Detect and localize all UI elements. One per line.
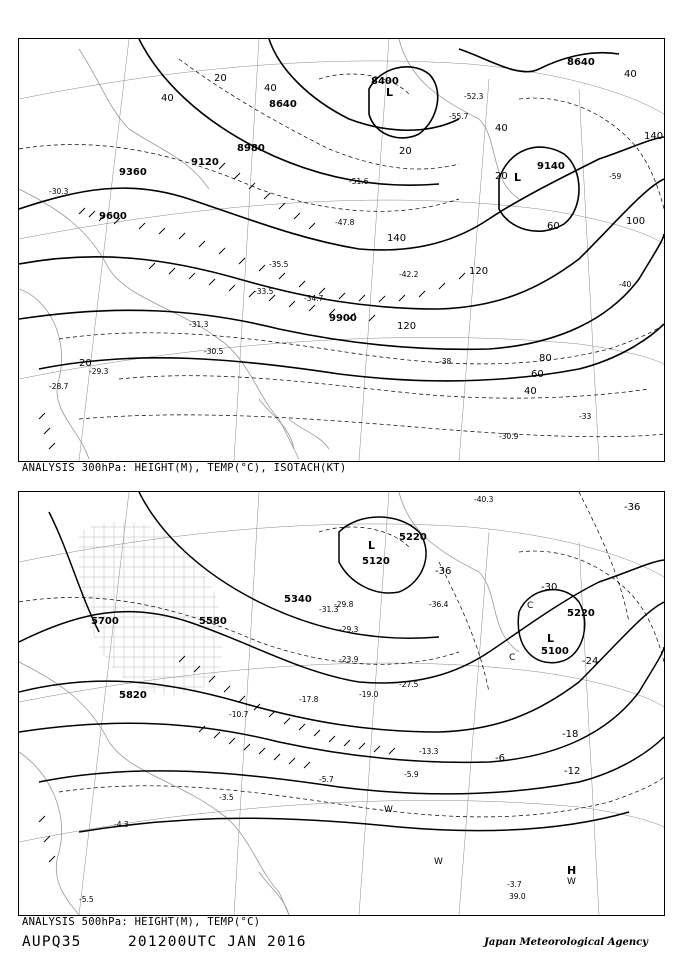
height-label: 9360 bbox=[119, 167, 147, 178]
low-center-label: L bbox=[514, 171, 522, 184]
high-center-label: H bbox=[567, 864, 577, 877]
height-label: 8400 bbox=[371, 76, 399, 87]
temp-label: -55.7 bbox=[449, 112, 469, 121]
temp-label: -5.5 bbox=[79, 895, 94, 904]
temp-labels-300 bbox=[49, 92, 631, 441]
isotherm-label: -6 bbox=[495, 753, 505, 764]
temp-label: -3.5 bbox=[219, 793, 234, 802]
height-label: 8640 bbox=[567, 57, 595, 68]
temp-label: -59 bbox=[609, 172, 622, 181]
isotherm-label: -36 bbox=[624, 502, 641, 513]
height-label: 5580 bbox=[199, 616, 227, 627]
isotach-label: 40 bbox=[495, 123, 508, 134]
temp-label: -17.8 bbox=[299, 695, 319, 704]
isotach-label: 140 bbox=[387, 233, 407, 244]
temp-label: -29.8 bbox=[334, 600, 354, 609]
height-contours-300 bbox=[19, 39, 664, 381]
isotach-label: 60 bbox=[531, 369, 544, 380]
isotach-label: 40 bbox=[624, 69, 637, 80]
height-label: 5120 bbox=[362, 556, 390, 567]
temp-label: -27.5 bbox=[399, 680, 419, 689]
isotach-label: 100 bbox=[626, 216, 646, 227]
isotach-label: 20 bbox=[79, 358, 92, 369]
isotherm-label: -36 bbox=[435, 566, 452, 577]
temp-label: -36.4 bbox=[429, 600, 449, 609]
isotherm-labels-500 bbox=[435, 502, 640, 777]
height-label: 5220 bbox=[399, 532, 427, 543]
height-label: 5100 bbox=[541, 646, 569, 657]
cold-marker: C bbox=[509, 653, 516, 663]
temp-label: -52.3 bbox=[464, 92, 484, 101]
isotherm-label: -12 bbox=[564, 766, 581, 777]
isotach-label: 40 bbox=[524, 386, 537, 397]
temp-label: -38 bbox=[439, 357, 452, 366]
analysis-500hpa-map bbox=[18, 491, 665, 916]
temp-label: -34.7 bbox=[304, 294, 324, 303]
temp-label: -13.3 bbox=[419, 747, 439, 756]
warm-marker: W bbox=[384, 805, 393, 815]
map-300hpa-svg bbox=[19, 39, 664, 461]
temp-label: -30.9 bbox=[499, 432, 519, 441]
temp-label: -3.7 bbox=[507, 880, 522, 889]
isotherm-label: -24 bbox=[582, 656, 599, 667]
cold-marker: C bbox=[527, 601, 534, 611]
map-500hpa-svg bbox=[19, 492, 664, 915]
height-label: 9900 bbox=[329, 313, 357, 324]
low-center-label: L bbox=[368, 539, 376, 552]
temp-label: -10.7 bbox=[229, 710, 249, 719]
low-center-label: L bbox=[547, 632, 555, 645]
height-label: 5700 bbox=[91, 616, 119, 627]
height-label: 8980 bbox=[237, 143, 265, 154]
isotach-label: 20 bbox=[495, 171, 508, 182]
isotach-label: 60 bbox=[547, 221, 560, 232]
analysis-300hpa-map bbox=[18, 38, 665, 462]
station-value: 39.0 bbox=[509, 892, 526, 901]
temp-label: -4.3 bbox=[114, 820, 129, 829]
isotherm-label: -18 bbox=[562, 729, 579, 740]
temp-label: -40 bbox=[619, 280, 632, 289]
temp-label: -29.3 bbox=[89, 367, 109, 376]
temp-label: -31.3 bbox=[189, 320, 209, 329]
isotach-label: 120 bbox=[397, 321, 417, 332]
isotach-label: 40 bbox=[264, 83, 277, 94]
temp-label: -28.7 bbox=[49, 382, 69, 391]
height-label: 5820 bbox=[119, 690, 147, 701]
caption-300hpa: ANALYSIS 300hPa: HEIGHT(M), TEMP(°C), ISOTACH(KT) bbox=[22, 462, 347, 474]
isotach-label: 20 bbox=[214, 73, 227, 84]
height-label: 5220 bbox=[567, 608, 595, 619]
isotach-label: 20 bbox=[399, 146, 412, 157]
height-label: 8640 bbox=[269, 99, 297, 110]
isotach-label: 80 bbox=[539, 353, 552, 364]
isotherm-label: -30 bbox=[541, 582, 558, 593]
agency-name: Japan Meteorological Agency bbox=[484, 937, 648, 948]
hatched-region bbox=[79, 522, 223, 696]
low-markers-300 bbox=[386, 86, 521, 184]
height-label: 9120 bbox=[191, 157, 219, 168]
temp-label: -23.9 bbox=[339, 655, 359, 664]
temp-label: -42.2 bbox=[399, 270, 419, 279]
height-label: 9600 bbox=[99, 211, 127, 222]
isotach-label: 120 bbox=[469, 266, 489, 277]
temp-label: -51.6 bbox=[349, 177, 369, 186]
caption-500hpa: ANALYSIS 500hPa: HEIGHT(M), TEMP(°C) bbox=[22, 916, 261, 928]
temp-label: -29.3 bbox=[339, 625, 359, 634]
warm-marker: W bbox=[567, 877, 576, 887]
temp-label: -19.0 bbox=[359, 690, 379, 699]
temp-label: -35.5 bbox=[269, 260, 289, 269]
temp-label: -5.9 bbox=[404, 770, 419, 779]
height-label: 9140 bbox=[537, 161, 565, 172]
low-center-label: L bbox=[386, 86, 394, 99]
height-label: 5340 bbox=[284, 594, 312, 605]
grid-300 bbox=[19, 39, 664, 461]
temp-label: -33 bbox=[579, 412, 592, 421]
wind-barbs-500 bbox=[39, 656, 395, 862]
temp-label: -33.5 bbox=[254, 287, 274, 296]
warm-marker: W bbox=[434, 857, 443, 867]
isotach-label: 140 bbox=[644, 131, 664, 142]
temp-label: -5.7 bbox=[319, 775, 334, 784]
temp-label: -40.3 bbox=[474, 495, 494, 504]
temp-label: -30.5 bbox=[204, 347, 224, 356]
valid-time: 201200UTC JAN 2016 bbox=[128, 934, 307, 950]
isotach-label: 40 bbox=[161, 93, 174, 104]
chart-id: AUPQ35 bbox=[22, 934, 82, 950]
temp-label: -30.3 bbox=[49, 187, 69, 196]
temp-label: -47.8 bbox=[335, 218, 355, 227]
temp-label: -31.3 bbox=[319, 605, 339, 614]
